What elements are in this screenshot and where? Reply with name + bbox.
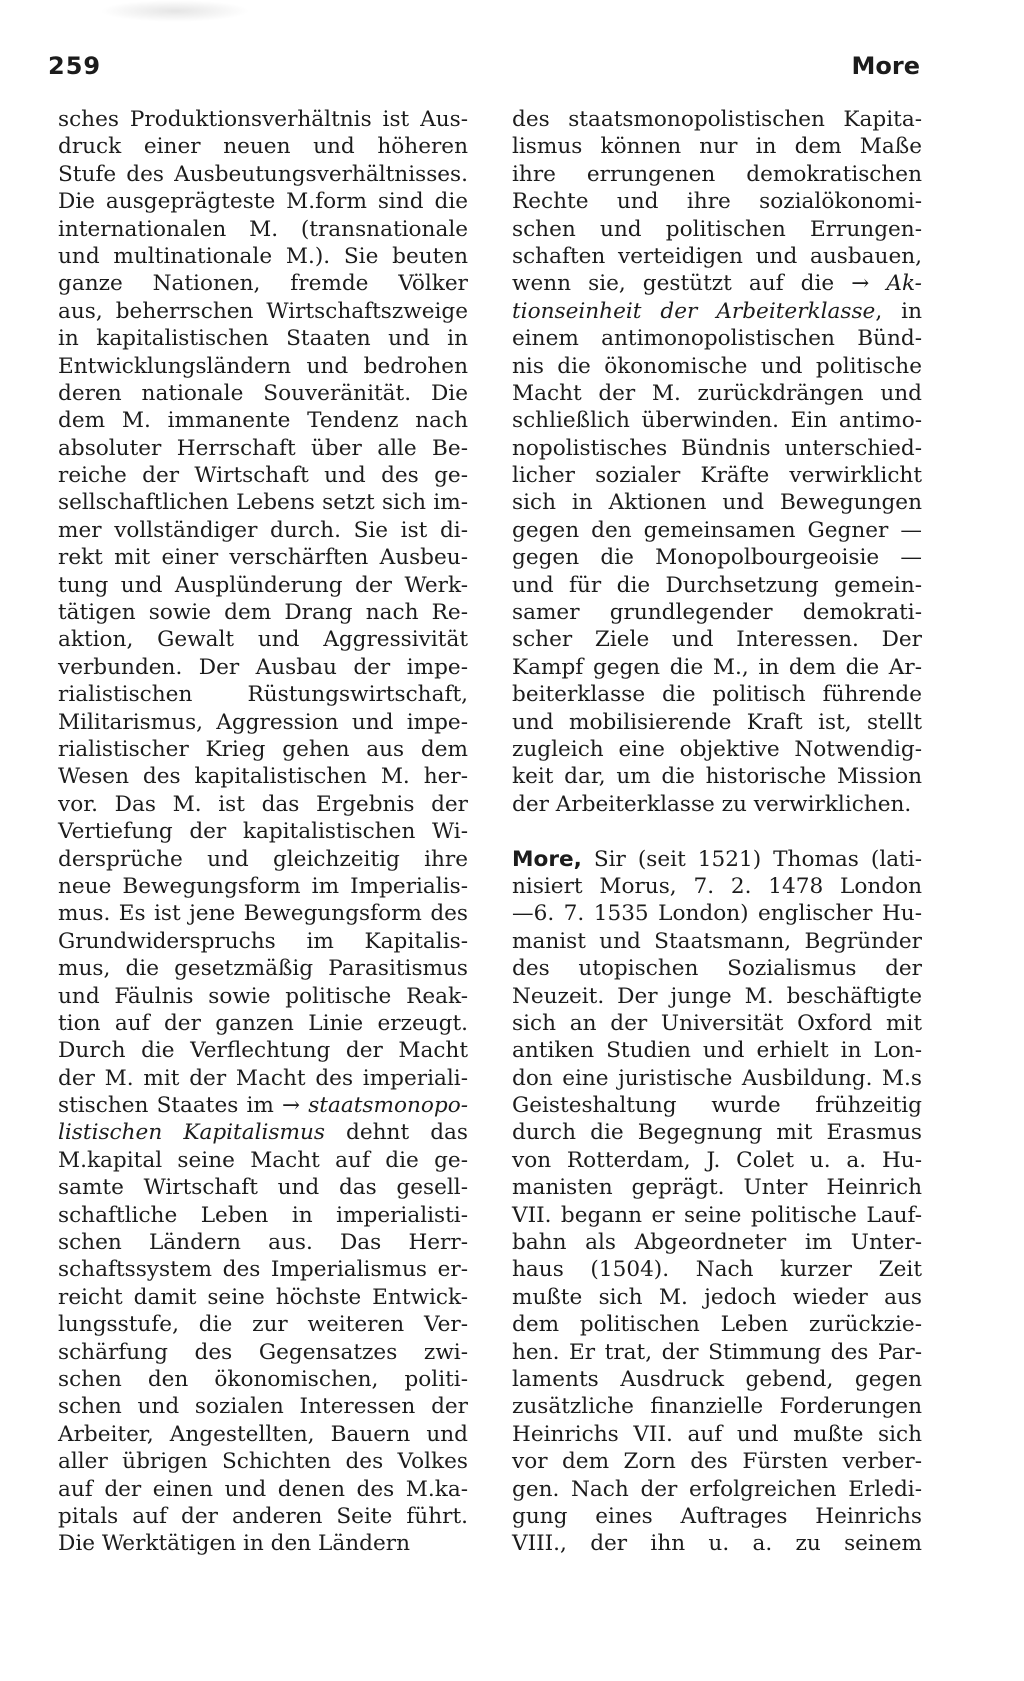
text-line: haus (1504). Nach kurzer Zeit xyxy=(512,1257,922,1283)
text-line: beiterklasse die politisch führende xyxy=(512,682,922,708)
text-line: verbunden. Der Ausbau der impe- xyxy=(58,654,468,680)
text-line: sches Produktionsverhältnis ist Aus- xyxy=(58,107,468,132)
text-line: reiche der Wirtschaft und des ge- xyxy=(58,463,468,489)
text-line: gen. Nach der erfolgreichen Erledi- xyxy=(512,1476,922,1502)
text-fragment: Sir (seit 1521) Thomas (lati- xyxy=(593,846,922,872)
text-line: Durch die Verflechtung der Macht xyxy=(58,1038,468,1064)
text-line: Die ausgeprägteste M.form sind die xyxy=(58,189,468,215)
text-line: lungsstufe, die zur weiteren Ver- xyxy=(58,1312,468,1338)
text-line: einem antimonopolistischen Bünd- xyxy=(512,326,922,352)
text-line: schaften verteidigen und ausbauen, xyxy=(512,243,922,269)
text-line: dem politischen Leben zurückzie- xyxy=(512,1312,922,1338)
text-line: dersprüche und gleichzeitig ihre xyxy=(58,846,468,872)
text-line: der M. mit der Macht des imperiali- xyxy=(58,1065,468,1091)
text-line: Stufe des Ausbeutungsverhältnisses. xyxy=(58,161,468,187)
text-line: in kapitalistischen Staaten und in xyxy=(58,326,468,352)
text-line: sich an der Universität Oxford mit xyxy=(512,1010,922,1036)
text-line: Neuzeit. Der junge M. beschäftigte xyxy=(512,983,922,1009)
text-line: tung und Ausplünderung der Werk- xyxy=(58,572,468,598)
cross-reference-link[interactable]: staatsmonopo- xyxy=(308,1093,468,1119)
text-line: des staatsmonopolistischen Kapita- xyxy=(512,107,922,132)
text-line: mus. Es ist jene Bewegungsform des xyxy=(58,901,468,927)
text-line: tion auf der ganzen Linie erzeugt. xyxy=(58,1010,468,1036)
text-line: auf der einen und denen des M.ka- xyxy=(58,1476,468,1502)
text-line: Vertiefung der kapitalistischen Wi- xyxy=(58,819,468,845)
text-line: der Arbeiterklasse zu verwirklichen. xyxy=(512,791,912,817)
text-line: Rechte und ihre sozialökonomi- xyxy=(512,189,922,215)
text-line: und für die Durchsetzung gemein- xyxy=(512,572,922,598)
text-line: scher Ziele und Interessen. Der xyxy=(512,627,922,653)
text-line-with-reference xyxy=(58,1092,468,1119)
arrow-icon: → xyxy=(851,271,870,297)
text-line: und mobilisierende Kraft ist, stellt xyxy=(512,709,922,735)
text-line: ganze Nationen, fremde Völker xyxy=(58,271,468,297)
text-line: dem M. immanente Tendenz nach xyxy=(58,408,468,434)
text-line: bahn als Abgeordneter im Unter- xyxy=(512,1230,922,1256)
text-line: hen. Er trat, der Stimmung des Par- xyxy=(512,1339,922,1365)
text-line: M.kapital seine Macht auf die ge- xyxy=(58,1147,468,1173)
text-line: reicht damit seine höchste Entwick- xyxy=(58,1284,468,1310)
text-line-with-reference xyxy=(58,1119,468,1146)
cross-reference-link[interactable]: tionseinheit der Arbeiterklasse xyxy=(512,298,876,324)
dictionary-entry-more xyxy=(512,846,922,1558)
text-line: antiken Studien und erhielt in Lon- xyxy=(512,1038,922,1064)
text-line: neue Bewegungsform im Imperialis- xyxy=(58,873,468,899)
text-line: aus, beherrschen Wirtschaftszweige xyxy=(58,298,468,324)
text-line: Geisteshaltung wurde frühzeitig xyxy=(512,1093,922,1119)
text-line: ihre errungenen demokratischen xyxy=(512,161,922,187)
text-fragment: dehnt das xyxy=(346,1120,468,1146)
cross-reference-link[interactable]: Ak- xyxy=(886,271,922,297)
text-line: deren nationale Souveränität. Die xyxy=(58,380,468,406)
text-line: gegen den gemeinsamen Gegner — xyxy=(512,517,922,543)
text-line: tätigen sowie dem Drang nach Re- xyxy=(58,600,468,626)
text-line: manist und Staatsmann, Begründer xyxy=(512,928,922,954)
text-line: zusätzliche finanzielle Forderungen xyxy=(512,1394,922,1420)
text-line: schen Ländern aus. Das Herr- xyxy=(58,1230,468,1256)
text-fragment: wenn sie, gestützt auf die xyxy=(512,271,835,297)
text-line: absoluter Herrschaft über alle Be- xyxy=(58,435,468,461)
text-fragment: , in xyxy=(875,298,922,324)
text-line: don eine juristische Ausbildung. M.s xyxy=(512,1065,922,1091)
page-number: 259 xyxy=(48,52,102,80)
arrow-icon: → xyxy=(281,1093,301,1119)
text-line: schaftssystem des Imperialismus er- xyxy=(58,1257,468,1283)
text-line-with-reference xyxy=(512,298,922,325)
text-line: nisiert Morus, 7. 2. 1478 London xyxy=(512,873,922,899)
text-line: internationalen M. (transnationale xyxy=(58,216,468,242)
text-line: mus, die gesetzmäßig Parasitismus xyxy=(58,956,468,982)
text-line: des utopischen Sozialismus der xyxy=(512,956,922,982)
text-line: lismus können nur in dem Maße xyxy=(512,134,922,160)
text-line: Macht der M. zurückdrängen und xyxy=(512,380,922,406)
text-line: aller übrigen Schichten des Volkes xyxy=(58,1449,468,1475)
text-line: samer grundlegender demokrati- xyxy=(512,600,922,626)
entry-spacer xyxy=(512,818,922,845)
text-line: laments Ausdruck gebend, gegen xyxy=(512,1366,922,1392)
text-line: aktion, Gewalt und Aggressivität xyxy=(58,627,468,653)
text-line: Die Werktätigen in den Ländern xyxy=(58,1531,410,1557)
text-line: VII. begann er seine politische Lauf- xyxy=(512,1202,922,1228)
text-line: Heinrichs VII. auf und mußte sich xyxy=(512,1421,922,1447)
text-line: und Fäulnis sowie politische Reak- xyxy=(58,983,468,1009)
text-line: keit dar, um die historische Mission xyxy=(512,764,922,790)
text-line: zugleich eine objektive Notwendig- xyxy=(512,736,922,762)
cross-reference-link[interactable]: listischen Kapitalismus xyxy=(58,1120,325,1146)
text-line: schließlich überwinden. Ein antimo- xyxy=(512,408,922,434)
text-line: mußte sich M. jedoch wieder aus xyxy=(512,1284,922,1310)
text-line: schärfung des Gegensatzes zwi- xyxy=(58,1339,468,1365)
text-line: —6. 7. 1535 London) englischer Hu- xyxy=(512,901,922,927)
text-line: VIII., der ihn u. a. zu seinem xyxy=(512,1531,922,1557)
text-line: schaftliche Leben in imperialisti- xyxy=(58,1202,468,1228)
right-column xyxy=(512,106,922,1558)
text-line: schen den ökonomischen, politi- xyxy=(58,1366,468,1392)
text-line: druck einer neuen und höheren xyxy=(58,134,468,160)
text-line: nis die ökonomische und politische xyxy=(512,353,922,379)
text-line: mer vollständiger durch. Sie ist di- xyxy=(58,517,468,543)
text-line: vor dem Zorn des Fürsten verber- xyxy=(512,1449,922,1475)
text-line: manisten geprägt. Unter Heinrich xyxy=(512,1175,922,1201)
entry-first-line xyxy=(512,846,922,873)
text-line-with-reference xyxy=(512,270,922,297)
text-line: Entwicklungsländern und bedrohen xyxy=(58,353,468,379)
text-line: gegen die Monopolbourgeoisie — xyxy=(512,545,922,571)
text-line: pitals auf der anderen Seite führt. xyxy=(58,1503,468,1529)
scan-smudge xyxy=(100,0,250,22)
text-line: durch die Begegnung mit Erasmus xyxy=(512,1120,922,1146)
text-fragment: stischen Staates im xyxy=(58,1093,274,1119)
text-line: vor. Das M. ist das Ergebnis der xyxy=(58,791,468,817)
text-line: rialistischer Krieg gehen aus dem xyxy=(58,736,468,762)
text-line: schen und sozialen Interessen der xyxy=(58,1394,468,1420)
left-column xyxy=(58,106,468,1558)
text-line: gung eines Auftrages Heinrichs xyxy=(512,1503,922,1529)
text-line: sich in Aktionen und Bewegungen xyxy=(512,490,922,516)
text-line: samte Wirtschaft und das gesell- xyxy=(58,1175,468,1201)
text-line: nopolistisches Bündnis unterschied- xyxy=(512,435,922,461)
running-head: More xyxy=(851,52,920,80)
entry-headword: More, xyxy=(512,846,582,872)
text-line: schen und politischen Errungen- xyxy=(512,216,922,242)
text-line: Militarismus, Aggression und impe- xyxy=(58,709,468,735)
text-line: und multinationale M.). Sie beuten xyxy=(58,243,468,269)
text-line: Arbeiter, Angestellten, Bauern und xyxy=(58,1421,468,1447)
text-line: Wesen des kapitalistischen M. her- xyxy=(58,764,468,790)
text-line: licher sozialer Kräfte verwirklicht xyxy=(512,463,922,489)
text-line: Kampf gegen die M., in dem die Ar- xyxy=(512,654,922,680)
text-line: Grundwiderspruchs im Kapitalis- xyxy=(58,928,468,954)
text-line: rialistischen Rüstungswirtschaft, xyxy=(58,682,468,708)
text-line: von Rotterdam, J. Colet u. a. Hu- xyxy=(512,1147,922,1173)
text-line: sellschaftlichen Lebens setzt sich im- xyxy=(58,490,468,516)
text-line: rekt mit einer verschärften Ausbeu- xyxy=(58,545,468,571)
